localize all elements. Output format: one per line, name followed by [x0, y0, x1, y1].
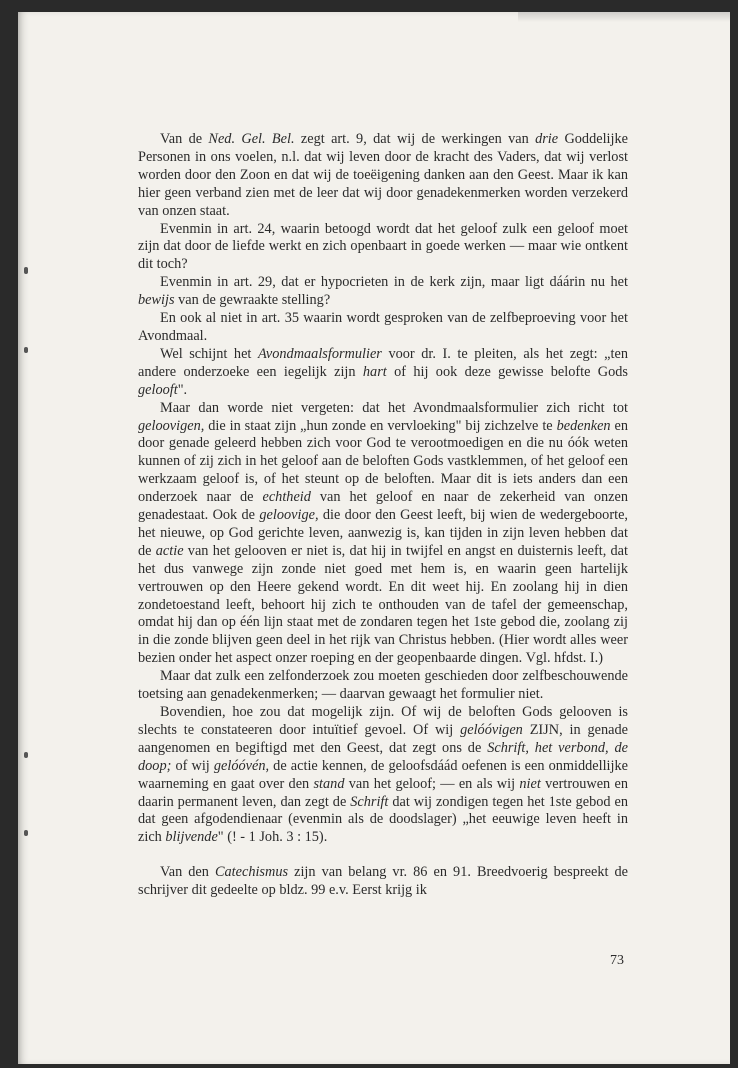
- margin-mark: [24, 267, 28, 274]
- text-run: Goddelijke Personen in ons voelen, n.l. dat wij leven door de kracht des Vaders, dat wij verlost worden door den Zoon en dat wij de toeëigening danken aan den Geest. Maar ik kan hier geen verband zien met de leer dat wij door genadekenmerken worden verzekerd van onzen staat.: [138, 131, 628, 219]
- italic-text: gelooft: [138, 381, 178, 398]
- italic-text: gelóóvigen: [460, 721, 523, 738]
- text-run: dat wij zondigen tegen het 1ste gebod en dat geen afgodendienaar (evenmin als de doodslager) „het eeuwige leven heeft in zich: [138, 793, 628, 846]
- paragraph: [138, 131, 628, 221]
- text-run: " (! - 1 Joh. 3 : 15).: [217, 829, 328, 846]
- text-run: Bovendien, hoe zou dat mogelijk zijn. Of wij de beloften Gods gelooven is slechts te constateeren door intuïtief gevoel. Of wij: [138, 704, 628, 738]
- italic-text: echtheid: [262, 489, 311, 506]
- margin-mark: [24, 830, 28, 836]
- text-run: En ook al niet in art. 35 waarin wordt gesproken van de zelfbeproeving voor het Avondmaal.: [138, 310, 628, 344]
- text-run: Maar dat zulk een zelfonderzoek zou moeten geschieden door zelfbeschouwende toetsing aan genadekenmerken; — daarvan gewaagt het formulier niet.: [138, 668, 628, 703]
- text-run: de actie kennen, de geloofsdáád oefenen is een onmiddellijke waarneming en gaat over den: [138, 757, 628, 792]
- paragraph: [138, 400, 628, 669]
- text-run: zegt art. 9, dat wij de werkingen van: [294, 131, 536, 147]
- italic-text: drie: [535, 131, 559, 147]
- italic-text: actie: [155, 542, 184, 559]
- text-run: voor dr. I. te pleiten, als het zegt: „ten andere onderzoeke een iegelijk zijn: [138, 345, 628, 380]
- paragraph: [138, 274, 628, 310]
- page-number: 73: [610, 953, 624, 968]
- italic-text: Ned. Gel. Bel.: [208, 131, 295, 147]
- text-run: van het geloof en naar de zekerheid van onzen genadestaat. Ook de: [138, 489, 629, 524]
- text-run: van de gewraakte stelling?: [174, 292, 331, 309]
- text-run: ZIJN, in genade aangenomen en begiftigd met den Geest, dat zegt ons de: [138, 721, 628, 756]
- page-edge-shadow: [518, 12, 730, 22]
- paragraph: [138, 346, 628, 400]
- text-run: die door den Geest leeft, bij wien de wedergeboorte, het nieuwe, op God gerichte leven, aanwezig is, kan tijden in zijn leven hebben dat de: [138, 507, 628, 559]
- italic-text: blijvende: [165, 829, 218, 846]
- body-text: [138, 131, 628, 900]
- paragraph: [138, 668, 628, 704]
- italic-text: Schrift, het verbond, de doop;: [138, 739, 628, 774]
- italic-text: gelóóvén,: [213, 757, 270, 774]
- italic-text: bewijs: [138, 292, 175, 309]
- text-run: zijn van belang vr. 86 en 91. Breedvoerig bespreekt de schrijver dit gedeelte op bldz. 99 e.v. Eerst krijg ik: [138, 864, 628, 899]
- paragraph: [138, 704, 628, 847]
- text-run: vertrouwen en daarin permanent leven, dan zegt de: [138, 775, 628, 810]
- text-run: Evenmin in art. 29, dat er hypocrieten in de kerk zijn, maar ligt dáárin nu het: [160, 274, 628, 291]
- italic-text: bedenken: [556, 417, 611, 434]
- text-run: Van den: [160, 864, 215, 881]
- text-run: Wel schijnt het: [160, 345, 258, 362]
- paragraph: [138, 864, 628, 900]
- italic-text: niet: [519, 775, 541, 792]
- italic-text: Schrift: [350, 793, 389, 810]
- italic-text: geloovige,: [259, 507, 319, 524]
- text-run: of hij ook deze gewisse belofte Gods: [386, 363, 628, 380]
- text-run: Evenmin in art. 24, waarin betoogd wordt dat het geloof zulk een geloof moet zijn dat door de liefde werkt en zich openbaart in goede werken — maar wie ontkent dit toch?: [138, 220, 628, 273]
- margin-mark: [24, 347, 28, 353]
- text-run: en door genade geleerd hebben zich voor God te verootmoedigen en die nu óók weten kunnen of zij zich in het geloof aan de beloften Gods vastklemmen, of het geloof een werkzaam geloof is, of het steunt op de beloften. Maar dit is iets anders dan een onderzoek naar de: [138, 417, 628, 506]
- text-run: die in staat zijn „hun zonde en vervloeking" bij zichzelve te: [204, 417, 557, 434]
- italic-text: hart: [362, 363, 387, 380]
- italic-text: Catechismus: [214, 864, 289, 881]
- text-run: Maar dan worde niet vergeten: dat het Avondmaalsformulier zich richt tot: [160, 399, 628, 416]
- margin-mark: [24, 752, 28, 758]
- italic-text: geloovigen,: [138, 417, 205, 434]
- text-run: ".: [177, 381, 188, 398]
- paragraph: [138, 310, 628, 346]
- italic-text: stand: [313, 775, 345, 792]
- italic-text: Avondmaalsformulier: [257, 345, 382, 362]
- book-page: [18, 12, 730, 1064]
- text-run: van het geloof; — en als wij: [344, 775, 520, 792]
- text-run: van het gelooven er niet is, dat hij in twijfel en angst en duisternis leeft, dat het dus vanwege zijn zonde niet goed met hem is, en waarin geen hartelijk vertrouwen op den Heere gekend wordt. En dit weet hij. En zoolang hij in dien zondetoestand leeft, behoort hij zich te onthouden van de tafel der gemeenschap, omdat hij dan op één lijn staat met de zondaren tegen het 1ste gebod die, zoolang zij in die zonde blijven geen deel in het rijk van Christus hebben. (Hier wordt alles weer bezien onder het aspect onzer roeping en der geopenbaarde dingen. Vgl. hfdst. I.): [138, 542, 628, 667]
- text-run: Van de: [160, 131, 209, 147]
- text-run: of wij: [171, 757, 214, 774]
- paragraph: [138, 221, 628, 275]
